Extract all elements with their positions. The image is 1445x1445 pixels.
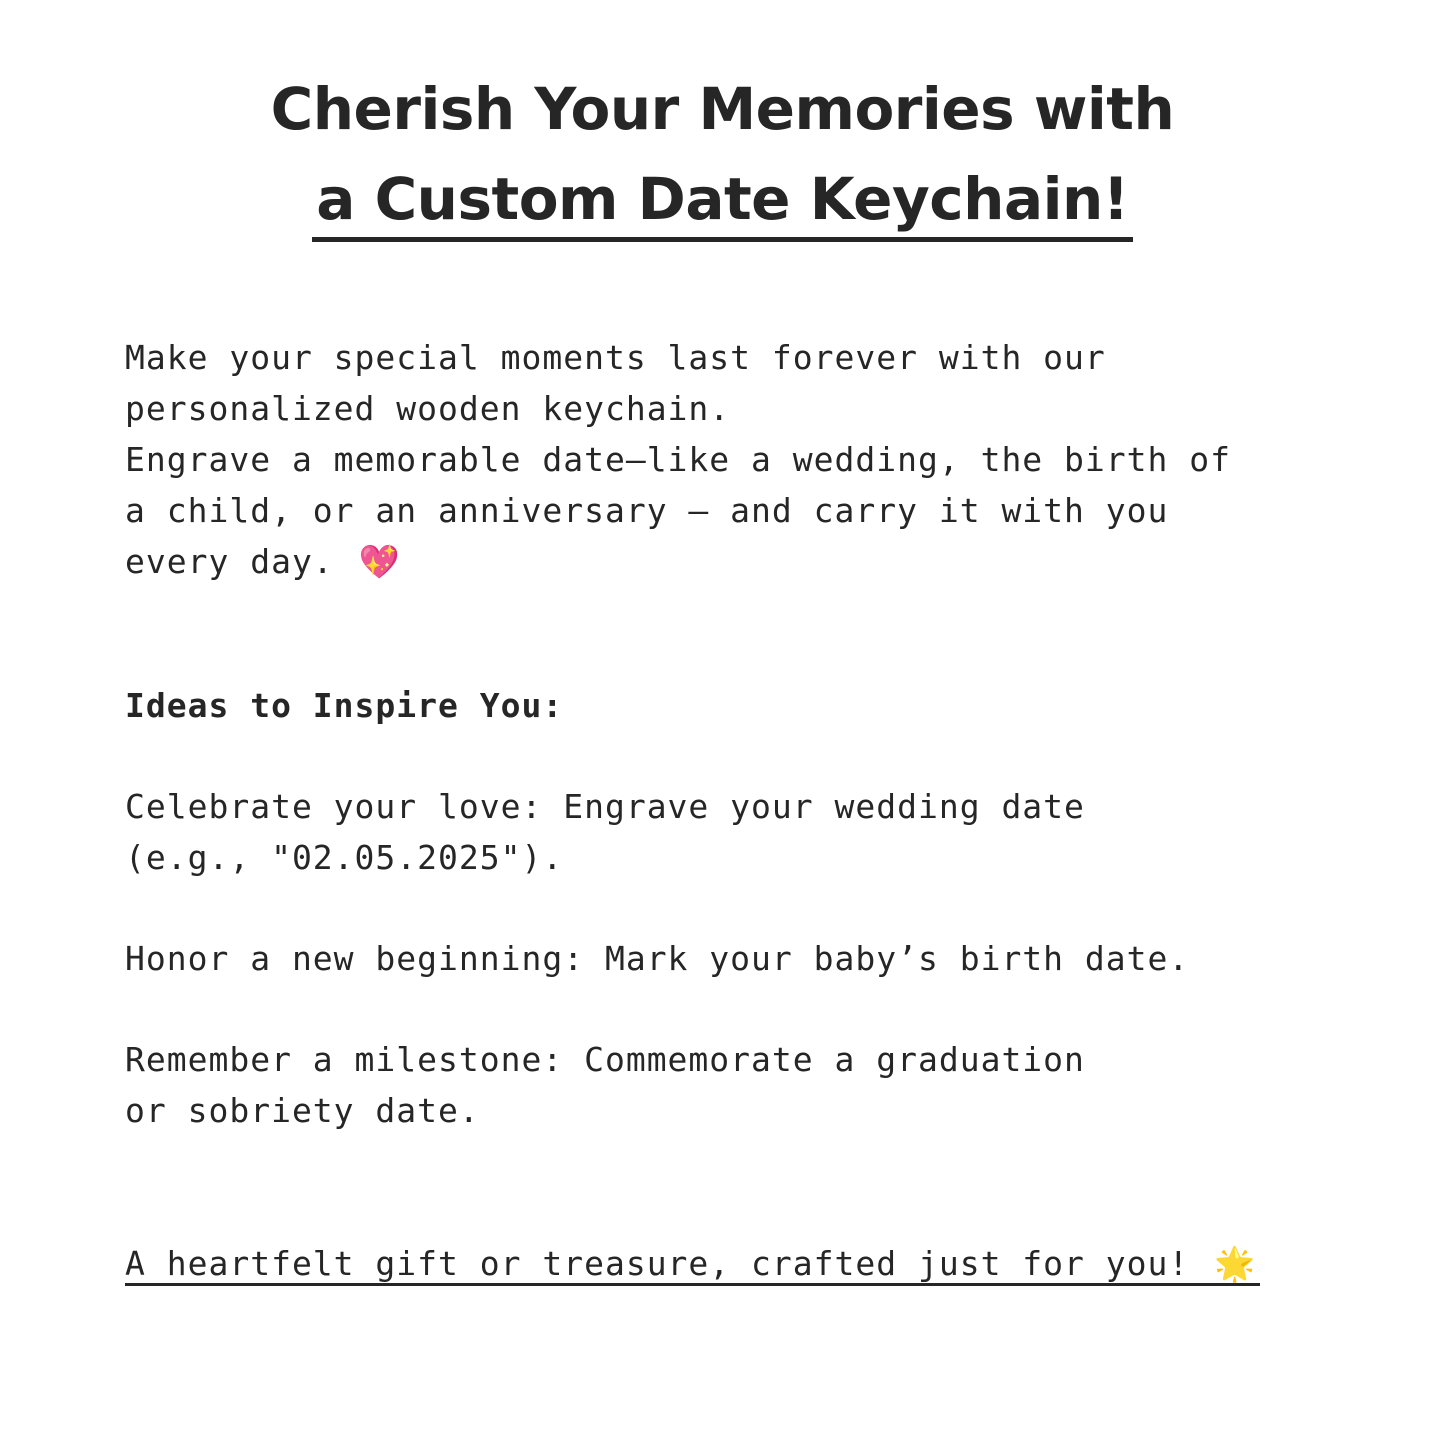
idea-item	[125, 781, 1325, 883]
idea-item	[125, 933, 1325, 984]
ideas-heading: Ideas to Inspire You:	[125, 686, 564, 725]
idea-item	[125, 1034, 1325, 1136]
closing-underline	[125, 1244, 1260, 1286]
sparkling-heart-icon: 💖	[358, 542, 401, 581]
title-line-1: Cherish Your Memories with	[270, 75, 1175, 143]
closing-line	[125, 1238, 1325, 1289]
idea-2-line-1: Honor a new beginning: Mark your baby’s birth date.	[125, 939, 1190, 978]
idea-3-line-1: Remember a milestone: Commemorate a graduation	[125, 1040, 1085, 1079]
intro-paragraph	[125, 332, 1325, 587]
idea-3-line-2: or sobriety date.	[125, 1091, 480, 1130]
intro-line-1: Make your special moments last forever with our	[125, 338, 1106, 377]
title-line-2	[0, 154, 1445, 244]
idea-1-line-2: (e.g., "02.05.2025").	[125, 838, 564, 877]
title-line-2-text: a Custom Date Keychain!	[312, 161, 1132, 242]
intro-line-5	[125, 536, 1325, 587]
glowing-star-icon: 🌟	[1214, 1244, 1257, 1283]
page-title	[0, 64, 1445, 244]
intro-line-4: a child, or an anniversary — and carry it with you	[125, 491, 1169, 530]
idea-1-line-1: Celebrate your love: Engrave your wedding date	[125, 787, 1085, 826]
intro-line-5-text: every day.	[125, 542, 334, 581]
intro-line-3: Engrave a memorable date—like a wedding, the birth of	[125, 440, 1231, 479]
intro-line-2: personalized wooden keychain.	[125, 389, 731, 428]
closing-text: A heartfelt gift or treasure, crafted just for you!	[125, 1244, 1190, 1283]
